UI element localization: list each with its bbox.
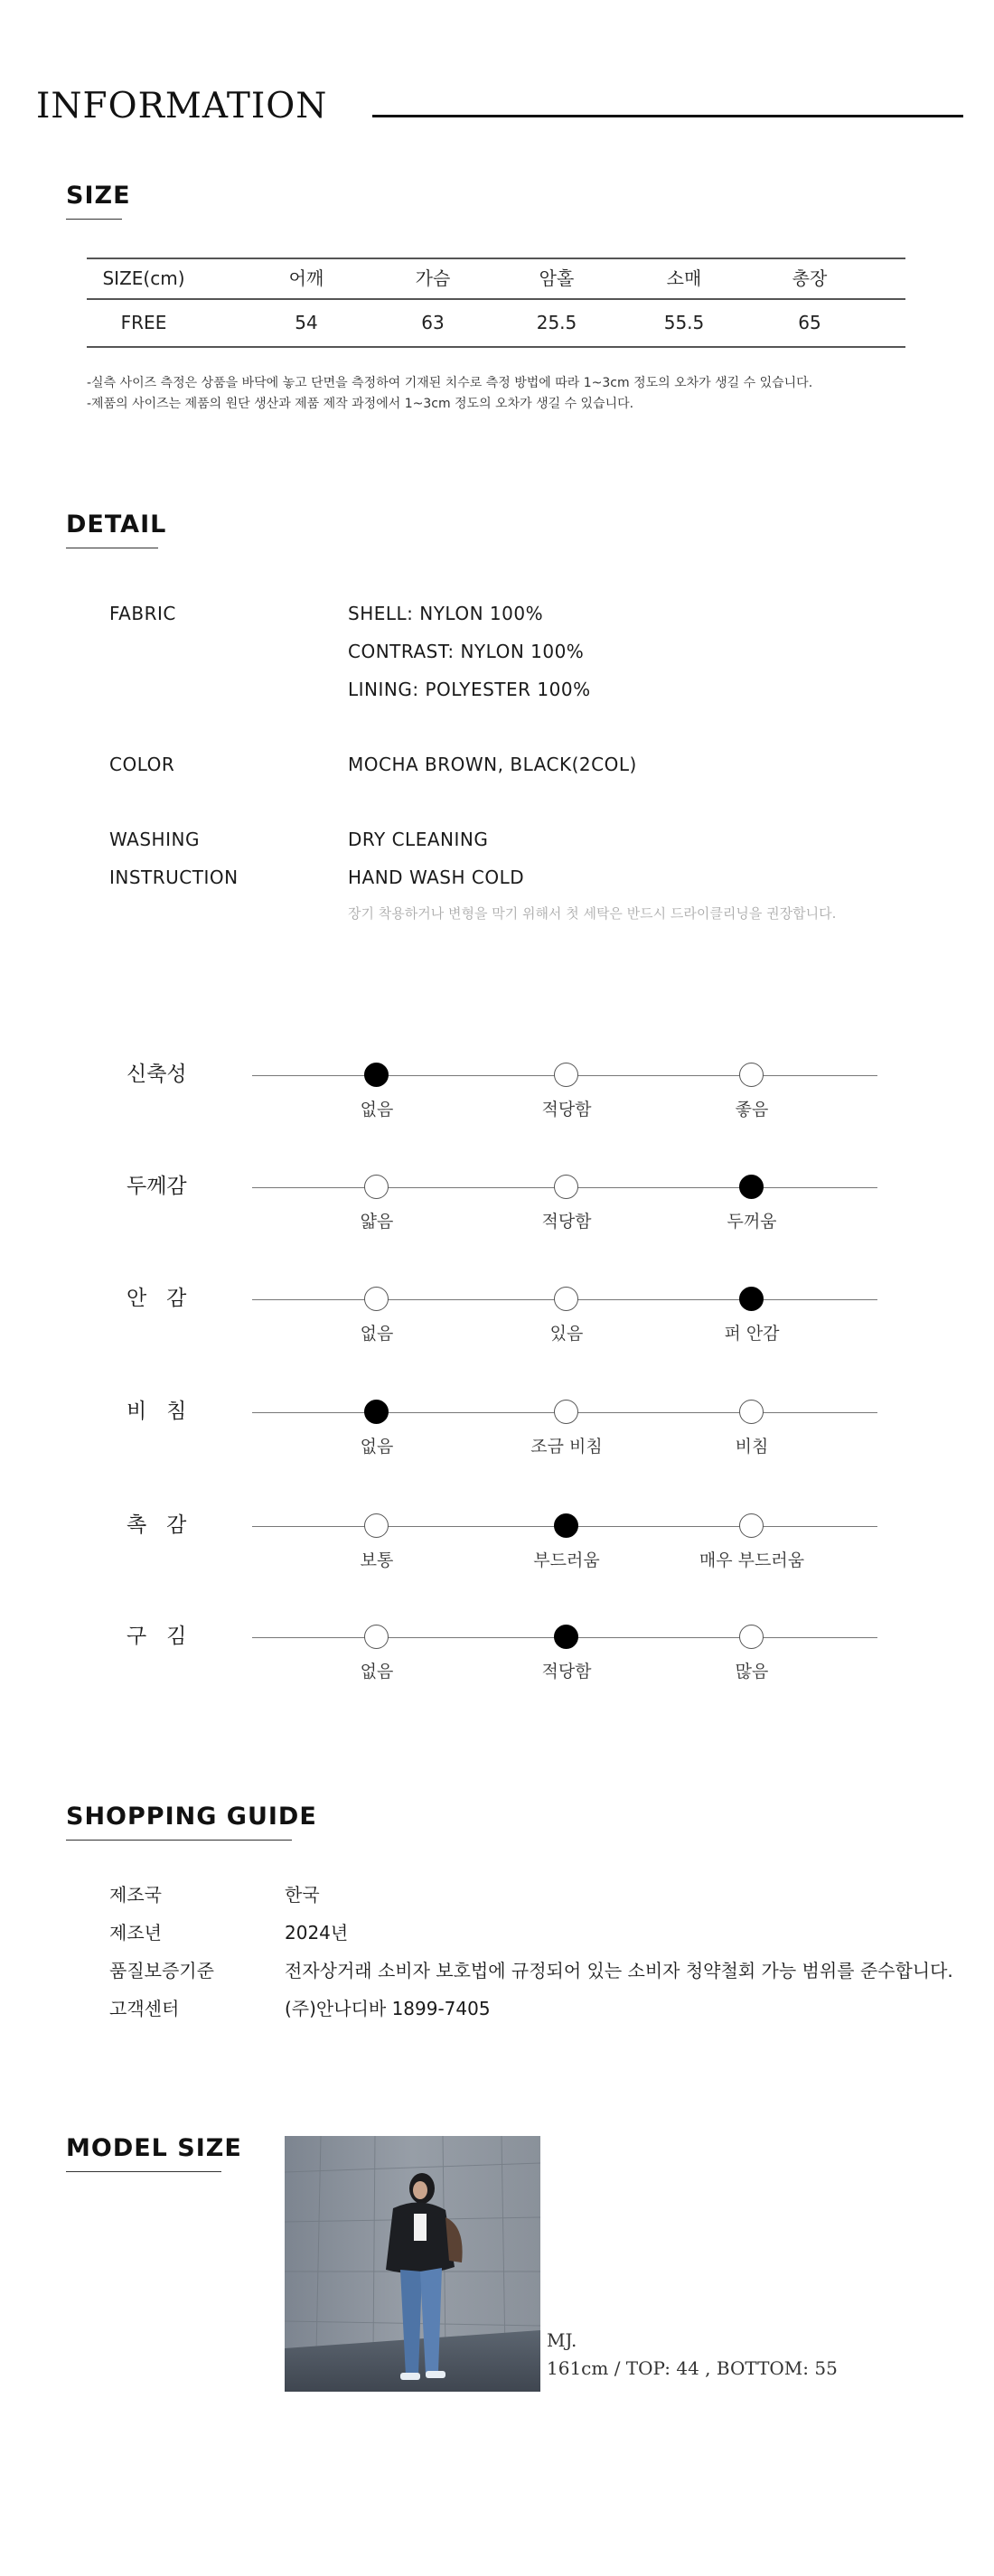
scale-label: 두께감	[127, 1175, 187, 1198]
scale-option-label: 두꺼움	[727, 1212, 777, 1232]
model-size-title: MODEL SIZE	[66, 2134, 242, 2162]
guide-label: 고객센터	[109, 1998, 180, 2019]
scale-option-label: 없음	[360, 1100, 394, 1119]
scale-dot-selected	[739, 1175, 764, 1199]
scale-option-label: 조금 비침	[530, 1437, 603, 1457]
scale-label: 신축성	[127, 1063, 187, 1086]
model-name: MJ.	[547, 2329, 577, 2351]
scale-option-label: 비침	[735, 1437, 769, 1457]
table-header-rule	[87, 298, 905, 300]
information-title: INFORMATION	[36, 86, 328, 126]
scale-dot	[364, 1175, 389, 1199]
scale-option-label: 많음	[735, 1662, 769, 1681]
scale-option-label: 적당함	[541, 1662, 592, 1681]
scale-dot	[364, 1625, 389, 1649]
scale-dot	[554, 1175, 578, 1199]
scale-option-label: 매우 부드러움	[699, 1550, 805, 1570]
scale-option-label: 부드러움	[533, 1550, 600, 1570]
scale-dot-selected	[739, 1287, 764, 1311]
scale-dot	[554, 1400, 578, 1424]
washing-note: 장기 착용하거나 변형을 막기 위해서 첫 세탁은 반드시 드라이클리닝을 권장합니다.	[348, 905, 837, 922]
guide-value: (주)안나디바 1899-7405	[285, 1998, 491, 2019]
model-size-underline	[66, 2171, 221, 2172]
table-top-rule	[87, 258, 905, 259]
shopping-guide-title: SHOPPING GUIDE	[66, 1803, 317, 1831]
scale-dot	[739, 1625, 764, 1649]
scale-option-label: 좋음	[735, 1100, 769, 1119]
scale-dot	[554, 1063, 578, 1087]
scale-dot-selected	[364, 1063, 389, 1087]
table-header-cell: 암홀	[539, 267, 575, 289]
washing-label: WASHING	[109, 829, 200, 850]
scale-option-label: 없음	[360, 1437, 394, 1457]
fabric-label: FABRIC	[109, 603, 176, 624]
washing-value: HAND WASH COLD	[348, 866, 525, 888]
table-cell: 55.5	[663, 312, 705, 333]
scale-option-label: 적당함	[541, 1100, 592, 1119]
fabric-value: CONTRAST: NYLON 100%	[348, 641, 585, 662]
scale-option-label: 퍼 안감	[724, 1324, 780, 1344]
guide-label: 제조년	[109, 1922, 162, 1944]
model-photo	[285, 2136, 540, 2392]
guide-label: 품질보증기준	[109, 1960, 214, 1981]
scale-dot	[739, 1063, 764, 1087]
size-note: -제품의 사이즈는 제품의 원단 생산과 제품 제작 과정에서 1~3cm 정도의 오차가 생길 수 있습니다.	[87, 397, 634, 411]
color-label: COLOR	[109, 754, 175, 775]
scale-dot-selected	[364, 1400, 389, 1424]
table-header-cell: SIZE(cm)	[102, 267, 185, 289]
model-measurements: 161cm / TOP: 44 , BOTTOM: 55	[547, 2357, 838, 2379]
size-title-underline	[66, 219, 122, 220]
scale-option-label: 없음	[360, 1324, 394, 1344]
scale-option-label: 없음	[360, 1662, 394, 1681]
table-cell: 65	[798, 312, 821, 333]
scale-dot	[364, 1287, 389, 1311]
table-cell: 54	[295, 312, 318, 333]
table-cell: 63	[421, 312, 445, 333]
table-cell: 25.5	[536, 312, 577, 333]
washing-value: DRY CLEANING	[348, 829, 489, 850]
table-cell: FREE	[120, 312, 167, 333]
table-header-cell: 가슴	[415, 267, 451, 289]
information-rule	[372, 115, 963, 117]
guide-value: 전자상거래 소비자 보호법에 규정되어 있는 소비자 청약철회 가능 범위를 준수합니다.	[285, 1960, 953, 1981]
size-title: SIZE	[66, 182, 131, 210]
scale-option-label: 있음	[549, 1324, 584, 1344]
table-header-cell: 소매	[666, 267, 702, 289]
scale-dot	[554, 1287, 578, 1311]
guide-value: 한국	[285, 1884, 320, 1906]
scale-label: 안 감	[127, 1287, 187, 1310]
size-note: -실측 사이즈 측정은 상품을 바닥에 놓고 단면을 측정하여 기재된 치수로 측정 방법에 따라 1~3cm 정도의 오차가 생길 수 있습니다.	[87, 376, 813, 390]
scale-label: 구 김	[127, 1625, 187, 1648]
scale-label: 비 침	[127, 1400, 187, 1423]
scale-dot	[739, 1513, 764, 1538]
table-header-cell: 총장	[792, 267, 828, 289]
scale-dot	[364, 1513, 389, 1538]
scale-dot-selected	[554, 1625, 578, 1649]
shopping-guide-underline	[66, 1840, 292, 1841]
detail-title: DETAIL	[66, 511, 167, 539]
fabric-value: SHELL: NYLON 100%	[348, 603, 544, 624]
scale-label: 촉 감	[127, 1513, 187, 1537]
guide-value: 2024년	[285, 1922, 349, 1944]
scale-option-label: 보통	[360, 1550, 394, 1570]
scale-dot	[739, 1400, 764, 1424]
guide-label: 제조국	[109, 1884, 162, 1906]
color-value: MOCHA BROWN, BLACK(2COL)	[348, 754, 637, 775]
fabric-value: LINING: POLYESTER 100%	[348, 679, 591, 700]
scale-option-label: 얇음	[360, 1212, 394, 1232]
table-bottom-rule	[87, 346, 905, 348]
table-header-cell: 어깨	[288, 267, 324, 289]
scale-dot-selected	[554, 1513, 578, 1538]
scale-option-label: 적당함	[541, 1212, 592, 1232]
instruction-label: INSTRUCTION	[109, 866, 239, 888]
